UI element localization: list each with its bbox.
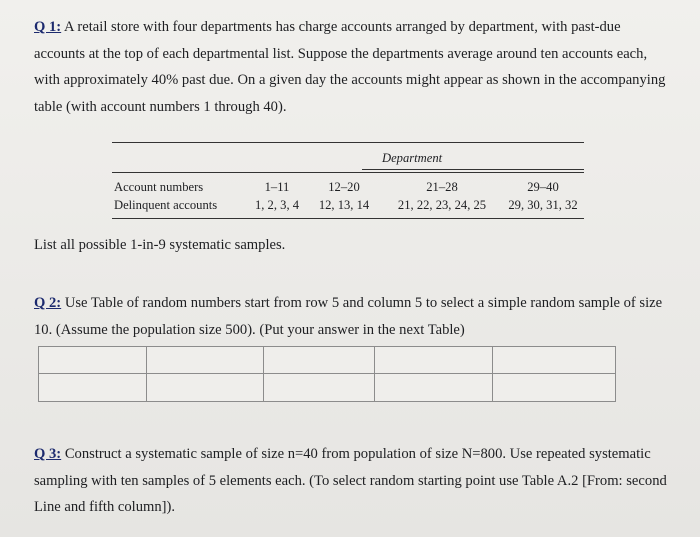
row-label-account-numbers: Account numbers	[114, 180, 204, 194]
table-cell: 29, 30, 31, 32	[508, 198, 578, 212]
grid-cell	[493, 347, 615, 374]
question-3	[34, 441, 674, 521]
table-bottom-rule	[112, 218, 584, 219]
table-header-rule	[112, 172, 584, 173]
question-2-text: Use Table of random numbers start from row 5 and column 5 to select a simple random sample of size 10. (Assume the population size 500). (Put your answer in the next Table)	[34, 295, 663, 338]
grid-cell	[147, 374, 264, 401]
grid-cell	[264, 347, 375, 374]
table-cell: 21, 22, 23, 24, 25	[397, 198, 487, 212]
question-2-label: Q 2:	[34, 295, 62, 311]
question-3-text: Construct a systematic sample of size n=40 from population of size N=800. Use repeated systematic sampling with ten samples of 5 elements each. (To select random starting point use Table A.2 [From: second Line and fifth column]).	[34, 446, 667, 515]
question-1	[34, 14, 674, 120]
grid-cell	[39, 347, 147, 374]
grid-cell	[39, 374, 147, 401]
grid-cell	[493, 374, 615, 401]
question-3-label: Q 3:	[34, 446, 62, 462]
table-cell: 12–20	[328, 180, 360, 194]
grid-cell	[147, 347, 264, 374]
grid-cell	[375, 347, 493, 374]
table-cell: 1, 2, 3, 4	[254, 198, 300, 212]
table-cell: 12, 13, 14	[318, 198, 370, 212]
table-cell: 29–40	[527, 180, 559, 194]
question-1-label: Q 1:	[34, 19, 62, 35]
grid-cell	[375, 374, 493, 401]
table-cell: 21–28	[426, 180, 458, 194]
question-1-instruction: List all possible 1-in-9 systematic samples.	[34, 237, 286, 253]
grid-cell	[264, 374, 375, 401]
table-title-underline	[362, 169, 584, 170]
department-table	[112, 142, 584, 224]
table-top-rule	[112, 142, 584, 143]
table-cell: 1–11	[264, 180, 290, 194]
table-title: Department	[382, 151, 443, 165]
answer-grid	[38, 346, 616, 402]
question-1-text: A retail store with four departments has charge accounts arranged by department, with past-due accounts at the top of each departmental list. Suppose the departments average around ten accounts each, with approximately 40% past due. On a given day the accounts might appear as shown in the accompanying table (with account numbers 1 through 40).	[34, 19, 666, 115]
question-2	[34, 290, 674, 343]
row-label-delinquent-accounts: Delinquent accounts	[114, 198, 218, 212]
